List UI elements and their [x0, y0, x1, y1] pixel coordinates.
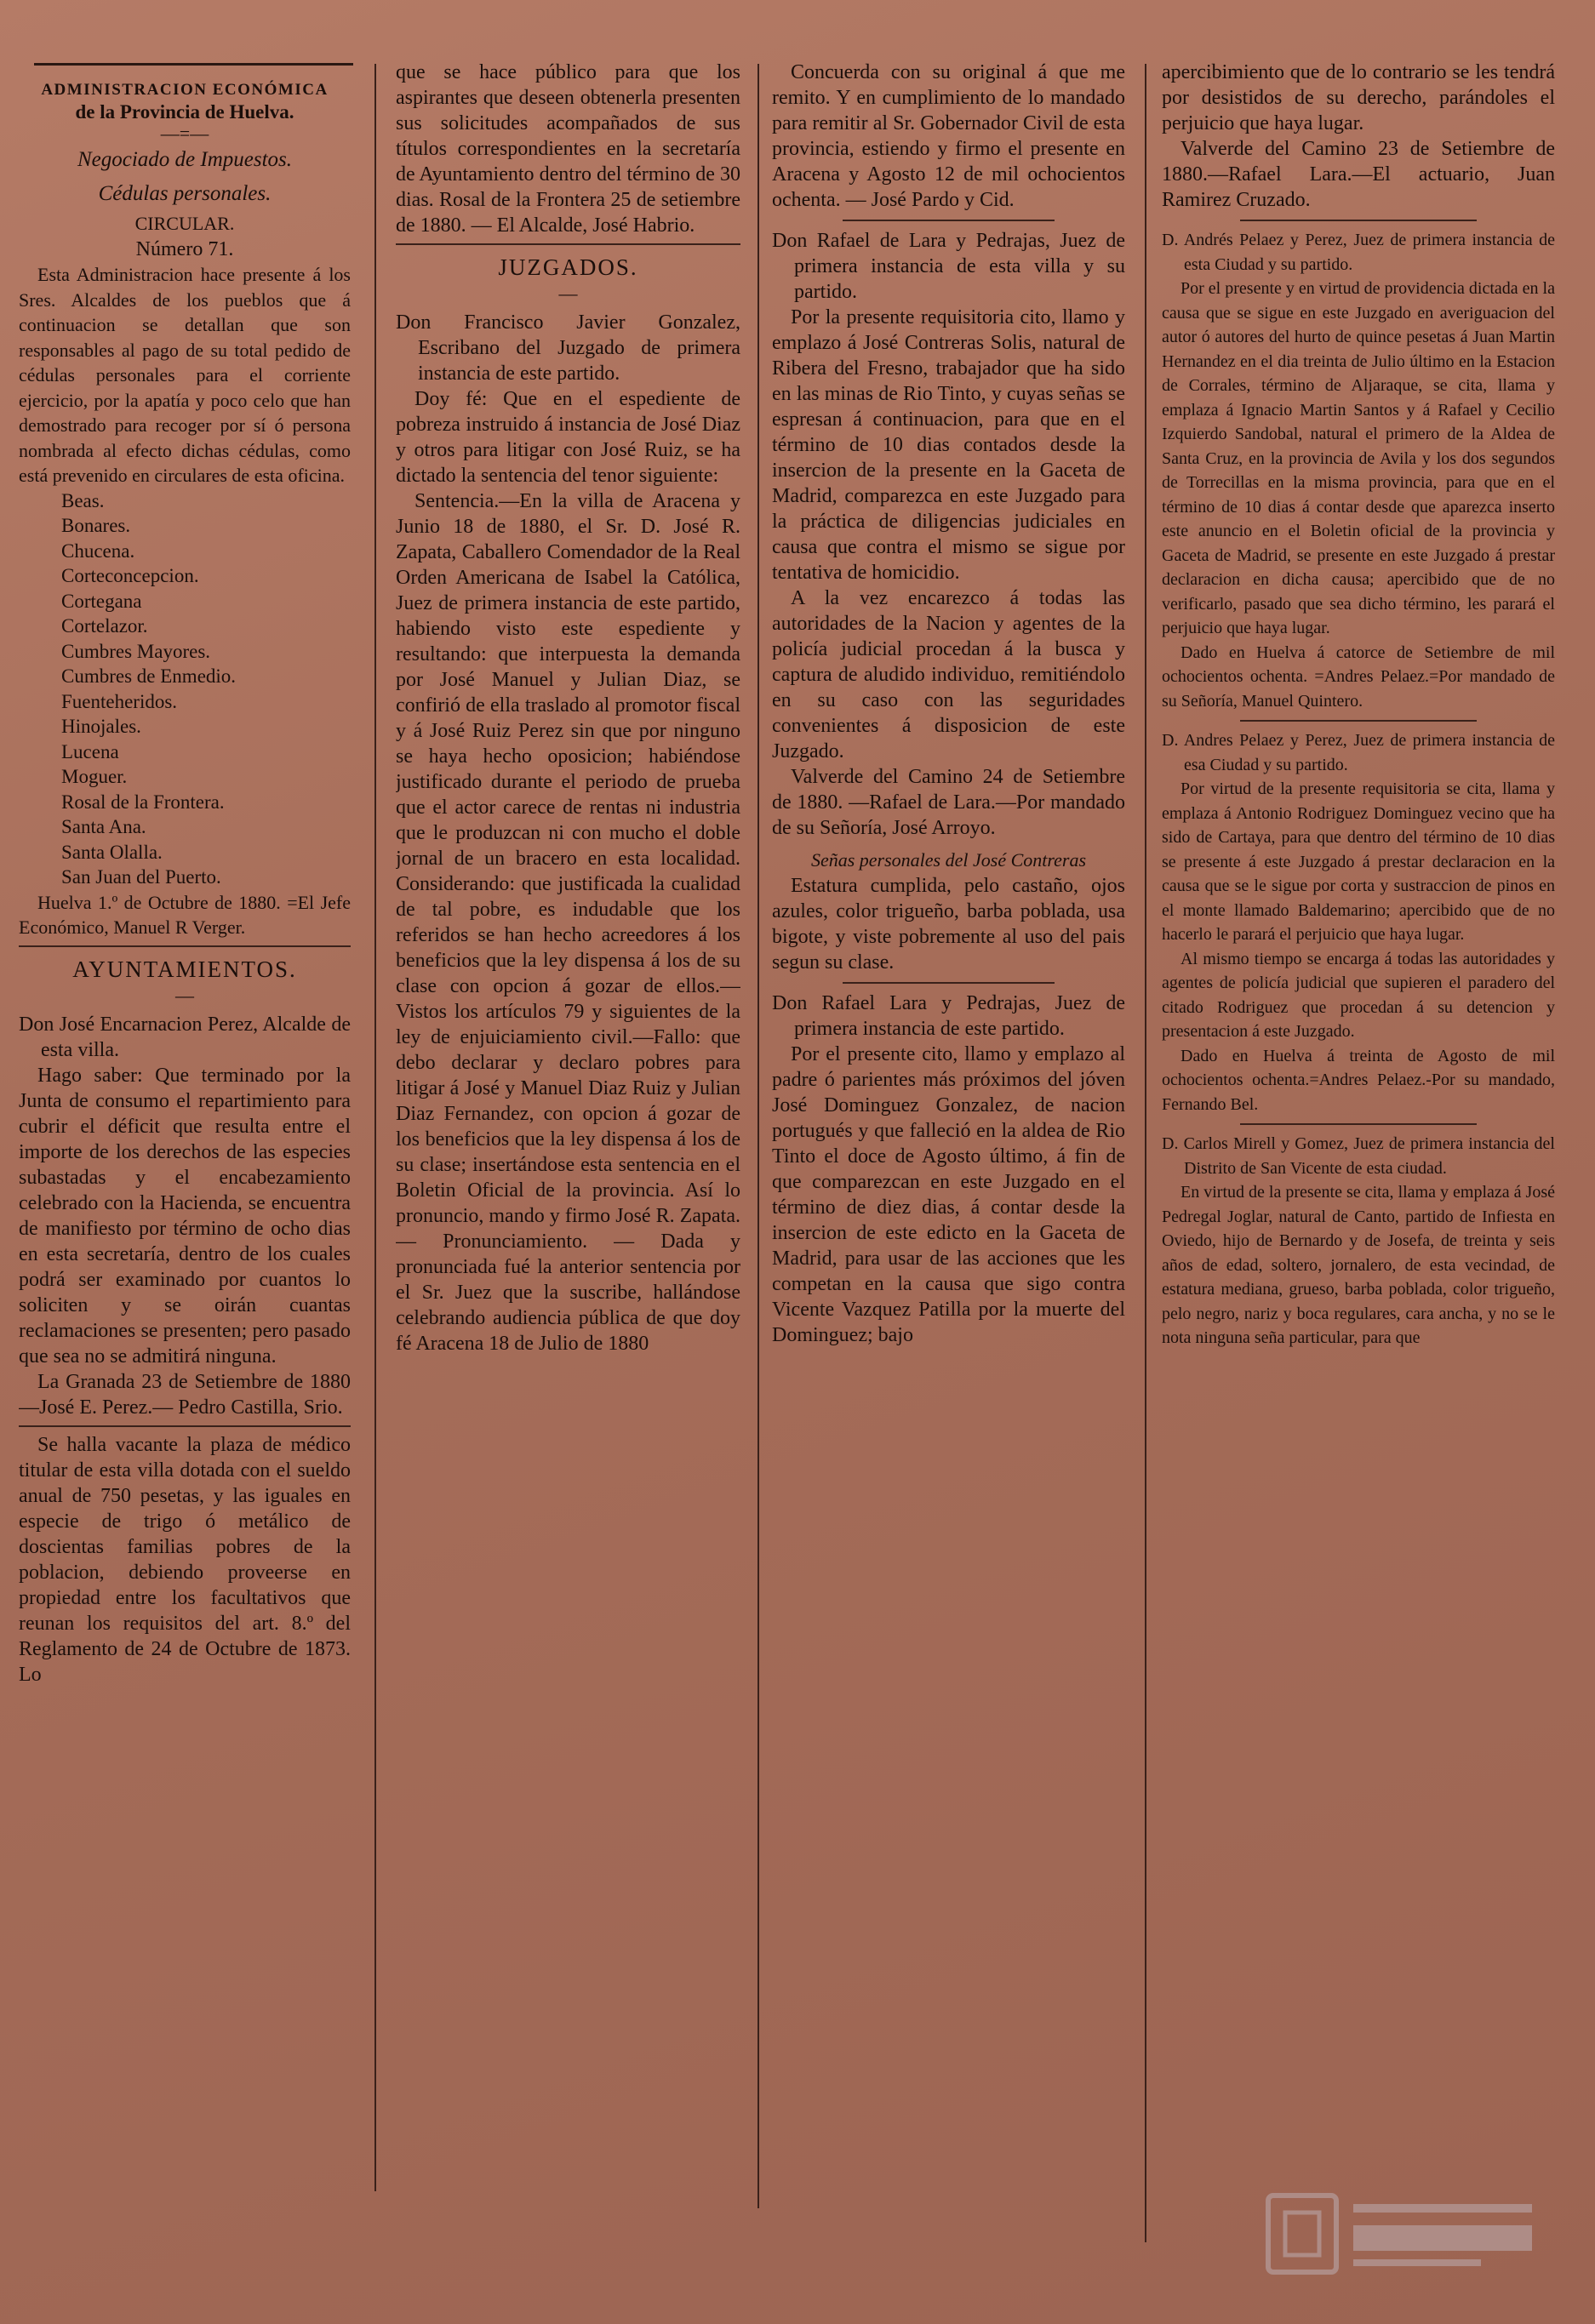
notice-text: Por la presente requisitoria cito, llamo y emplazo á José Contreras Solis, natural de Ribera del Fresno, trabajador que ha sido en las minas de Rio Tinto, y cuyas señas se espresan á continuacion, para que en el término de 10 dias contados desde la insercion de la presente en la Gaceta de Madrid, comparezca en este Juzgado para la práctica de diligencias judiciales en causa que contra el mismo se sigue por tentativa de homicidio. — [772, 306, 1125, 584]
list-item: Santa Olalla. — [61, 841, 163, 863]
notice-rule — [843, 220, 1055, 221]
column-2 — [396, 60, 740, 2204]
section-rule — [19, 945, 351, 947]
notice-text: Doy fé: Que en el espediente de pobreza instruido á instancia de José Diaz y otros para litigar con José Ruiz, se ha dictado la sentencia del tenor siguiente: — [396, 388, 740, 487]
notice-heading: Don Rafael Lara y Pedrajas, Juez de primera instancia de este partido. — [772, 992, 1125, 1040]
column-divider-2 — [757, 64, 759, 2208]
column-4 — [1162, 60, 1555, 2272]
list-item: Chucena. — [61, 540, 135, 562]
notice-signature: Valverde del Camino 24 de Setiembre de 1880. —Rafael de Lara.—Por mandado de su Señoría, José Arroyo. — [772, 766, 1125, 839]
notice-heading: D. Andres Pelaez y Perez, Juez de primera instancia de esa Ciudad y su partido. — [1162, 731, 1555, 774]
circular-number: Número 71. — [135, 238, 234, 260]
towns-list — [19, 488, 351, 890]
column-divider-3 — [1145, 64, 1146, 2242]
notice-continuation: apercibimiento que de lo contrario se les tendrá por desistidos de su derecho, parándoles el perjuicio que haya lugar. — [1162, 61, 1555, 134]
notice-text: Por el presente y en virtud de providencia dictada en la causa que se sigue en este Juzgado en averiguacion del autor ó autores del hurto de quince pesetas á Juan Martin Hernandez en el dia treinta de Julio último en la Estacion de Corrales, término de Aljaraque, se cita, llama y emplaza á Ignacio Martin Santos y á Rafael y Cecilio Izquierdo Sandobal, natural el primero de la Aldea de Santa Cruz, en la provincia de Avila y los dos segundos de Torrecillas en la misma provincia, para que en el término de 10 dias á contar desde que aparezca inserto este anuncio en el Boletin oficial de la provincia y Gaceta de Madrid, se presente en este Juzgado á prestar declaracion en dicha causa; apercibido que de no verificarlo, pasado que sea dicho término, les parará el perjuicio que haya lugar. — [1162, 279, 1555, 637]
notice-heading: Don Francisco Javier Gonzalez, Escribano del Juzgado de primera instancia de este partido. — [396, 311, 740, 385]
notice-rule — [1240, 1123, 1476, 1125]
list-item: Cumbres de Enmedio. — [61, 665, 237, 687]
personal-features-title: Señas personales del José Contreras — [810, 849, 1087, 871]
ornament-separator: —=— — [160, 123, 209, 144]
section-title-juzgados: JUZGADOS. — [498, 254, 638, 280]
personal-features-text: Estatura cumplida, pelo castaño, ojos azules, color trigueño, barba poblada, usa bigote, y viste pobremente al uso del pais segun su clase. — [772, 875, 1125, 974]
notice-heading: D. Andrés Pelaez y Perez, Juez de primera instancia de esta Ciudad y su partido. — [1162, 231, 1555, 274]
circular-text: Esta Administracion hace presente á los Sres. Alcaldes de los pueblos que á continuacion se detallan que son responsables al pago de su total pedido de cédulas personales para el corriente ejercicio, por la apatía y poco celo que han demostrado para recoger por sí ó persona nombrada al efecto dichas cédulas, como está prevenido en circulares de esta oficina. — [19, 264, 351, 486]
notice-heading: Don Rafael de Lara y Pedrajas, Juez de primera instancia de esta villa y su partido. — [772, 230, 1125, 303]
list-item: Cortegana — [61, 590, 142, 612]
list-item: Moguer. — [61, 766, 128, 787]
circular-closing: Huelva 1.º de Octubre de 1880. =El Jefe Económico, Manuel R Verger. — [19, 891, 351, 938]
notice-rule — [19, 1425, 351, 1427]
section-subtitle: Cédulas personales. — [98, 182, 272, 205]
list-item: Hinojales. — [61, 716, 141, 737]
list-item: San Juan del Puerto. — [61, 866, 221, 888]
notice-text: Por el presente cito, llamo y emplazo al padre ó parientes más próximos del jóven José Dominguez Gonzalez, de nacion portugués y que falleció en la aldea de Rio Tinto el doce de Agosto último, á fin de que comparezcan en este Juzgado en el término de diez dias, á contar desde la insercion de este edicto en la Gaceta de Madrid, para usar de las acciones que les competan en la causa que sigo contra Vicente Vazquez Patilla por la muerte del Dominguez; bajo — [772, 1043, 1125, 1346]
notice-signature: Dado en Huelva á treinta de Agosto de mil ochocientos ochenta.=Andres Pelaez.-Por su mandado, Fernando Bel. — [1162, 1046, 1555, 1114]
list-item: Lucena — [61, 740, 119, 762]
notice-continuation: que se hace público para que los aspirantes que deseen obtenerla presenten sus solicitudes acompañados de sus títulos correspondientes en la secretaría de Ayuntamiento dentro del término de 30 dias. Rosal de la Frontera 25 de setiembre de 1880. — El Alcalde, José Habrio. — [396, 61, 740, 237]
notice-text: A la vez encarezco á todas las autoridades de la Nacion y agentes de la policía judicial procedan á la busca y captura de aludido individuo, remitiéndolo en su caso con las seguridades convenientes á disposicion de este Juzgado. — [772, 587, 1125, 762]
notice-signature: Valverde del Camino 23 de Setiembre de 1880.—Rafael Lara.—El actuario, Juan Ramirez Cruzado. — [1162, 138, 1555, 211]
column-3 — [772, 60, 1125, 2289]
circular-label: CIRCULAR. — [134, 213, 235, 234]
notice-continuation: Concuerda con su original á que me remito. Y en cumplimiento de lo mandado para remitir al Sr. Gobernador Civil de esta provincia, estiendo y firmo el presente en Aracena y Agosto 12 de mil ochocientos ochenta. — José Pardo y Cid. — [772, 61, 1125, 211]
section-rule — [396, 243, 740, 245]
notice-rule — [1240, 720, 1476, 722]
section-subtitle: Negociado de Impuestos. — [77, 148, 293, 171]
list-item: Fuenteheridos. — [61, 690, 178, 712]
notice-text: Hago saber: Que terminado por la Junta de consumo el repartimiento para cubrir el déficit que resulta entre el importe de los derechos de las especies subastadas y el encabezamiento celebrado con la Hacienda, se encuentra de manifiesto por término de ocho dias en esta secretaría, dentro de los cuales podrá ser examinado por cuantos lo soliciten y se oirán cuantas reclamaciones se presenten; pero pasado que sea no se admitirá ninguna. — [19, 1064, 351, 1368]
notice-rule — [1240, 220, 1476, 221]
list-item: Santa Ana. — [61, 816, 146, 837]
notice-signature: La Granada 23 de Setiembre de 1880 —José E. Perez.— Pedro Castilla, Srio. — [19, 1370, 351, 1419]
notice-text: Por virtud de la presente requisitoria se cita, llama y emplaza á Antonio Rodriguez Dominguez vecino que ha sido de Cartaya, para que dentro del término de 10 dias se presente á este Juzgado á prestar declaracion en la causa que se le sigue por corta y sustraccion de pinos en el monte llamado Baldemarino; apercibido que de no hacerlo le parará el perjuicio que haya lugar. — [1162, 779, 1555, 944]
section-title-ayuntamientos: AYUNTAMIENTOS. — [72, 956, 297, 982]
archive-seal-icon — [1260, 2178, 1549, 2281]
list-item: Cumbres Mayores. — [61, 640, 211, 662]
admin-header-line1: ADMINISTRACION ECONÓMICA — [41, 81, 329, 99]
column-1 — [19, 60, 351, 2264]
notice-rule — [843, 982, 1055, 984]
notice-heading: D. Carlos Mirell y Gomez, Juez de primera instancia del Distrito de San Vicente de esta ciudad. — [1162, 1134, 1555, 1178]
notice-text: Al mismo tiempo se encarga á todas las autoridades y agentes de policía judicial que supieren el paradero del citado Rodriguez que procedan á su detencion y presentacion á este Juzgado. — [1162, 949, 1555, 1041]
column-divider-1 — [374, 64, 376, 2191]
list-item: Beas. — [61, 489, 105, 511]
notice-signature: Dado en Huelva á catorce de Setiembre de mil ochocientos ochenta. =Andres Pelaez.=Por mandado de su Señoría, Manuel Quintero. — [1162, 642, 1555, 711]
dash-separator: — — [175, 984, 194, 1006]
list-item: Rosal de la Frontera. — [61, 791, 225, 813]
admin-header-line2: de la Provincia de Huelva. — [75, 101, 294, 123]
sentence-text: Sentencia.—En la villa de Aracena y Junio 18 de 1880, el Sr. D. José R. Zapata, Caballero Comendador de la Real Orden Americana de Isabel la Católica, Juez de primera instancia de este partido, habiendo visto este espediente y resultando: que interpuesta la demanda por José Manuel y Julian Diaz, se confirió de ella traslado al promotor fiscal y á José Ruiz Perez sin que por ninguno se haya hecho oposicion; habiéndose justificado durante el periodo de prueba que el actor carece de rentas ni industria que le produzcan ni con mucho el doble jornal de un bracero en esta localidad. Considerando: que justificada la cualidad de tal pobre, es indudable que los referidos se han hecho acreedores á los beneficios que la ley dispensa á los de su clase con opcion á gozar de ellos.—Vistos los artículos 79 y siguientes de la ley de enjuiciamiento civil.—Fallo: que debo declarar y declaro pobres para litigar á José y Manuel Diaz Ruiz y Julian Diaz Fernandez, con opcion á gozar de los beneficios que la ley dispensa á los de su clase; insertándose esta sentencia en el Boletin Oficial de la provincia. Así lo pronuncio, mando y firmo José R. Zapata.— Pronunciamiento. — Dada y pronunciada fué la anterior sentencia por el Sr. Juez que la suscribe, hallándose celebrando audiencia pública de que doy fé Aracena 18 de Julio de 1880 — [396, 490, 740, 1355]
notice-heading: Don José Encarnacion Perez, Alcalde de esta villa. — [19, 1013, 351, 1061]
dash-separator: — — [558, 283, 578, 304]
notice-text: En virtud de la presente se cita, llama y emplaza á José Pedregal Joglar, natural de Canto, partido de Infiesta en Oviedo, hijo de Bernardo y de Josefa, de treinta y seis años de edad, soltero, jornalero, de esta vecindad, de estatura mediana, grueso, barba poblada, color trigueño, pelo negro, nariz y boca regulares, cara ancha, y no se le nota ninguna seña particular, para que — [1162, 1183, 1555, 1347]
list-item: Cortelazor. — [61, 615, 148, 637]
list-item: Bonares. — [61, 515, 131, 536]
list-item: Corteconcepcion. — [61, 565, 199, 586]
vacancy-notice-text: Se halla vacante la plaza de médico titular de esta villa dotada con el sueldo anual de 750 pesetas, y las iguales en especie de trigo ó metálico de doscientas familias pobres de la poblacion, debiendo proveerse en propiedad entre los facultativos que reunan los requisitos del art. 8.º del Reglamento de 24 de Octubre de 1873. Lo — [19, 1433, 351, 1686]
